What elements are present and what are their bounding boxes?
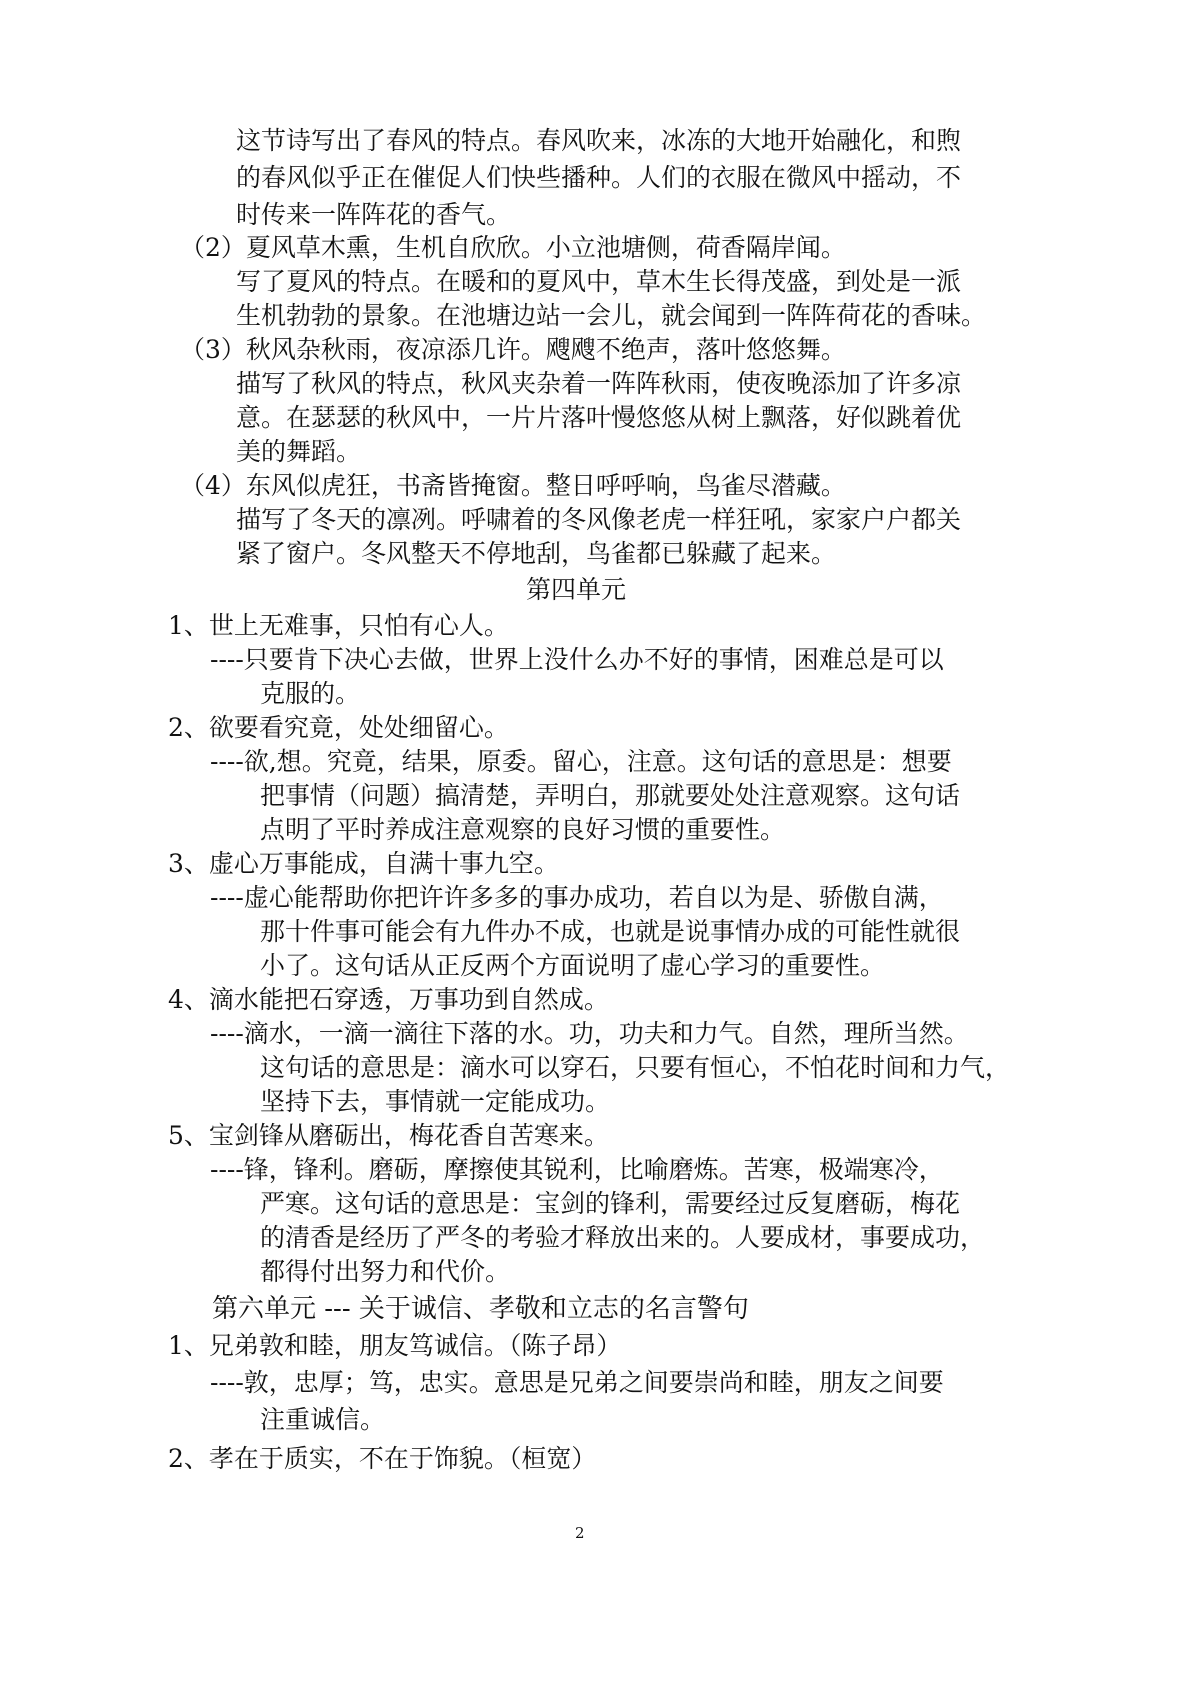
explanation-line: 点明了平时养成注意观察的良好习惯的重要性。 [260,815,786,844]
page-number: 2 [575,1524,585,1542]
text-line: 美的舞蹈。 [236,437,362,466]
poem-line-winter: （4）东风似虎狂，书斋皆掩窗。整日呼呼响，鸟雀尽潜藏。 [180,471,846,500]
text-line: 这节诗写出了春风的特点。春风吹来，冰冻的大地开始融化，和煦 [236,126,962,155]
quote-2: 2、孝在于质实，不在于饰貌。（桓宽） [168,1444,597,1473]
text-line: 描写了秋风的特点，秋风夹杂着一阵阵秋雨，使夜晚添加了许多凉 [236,369,962,398]
explanation-line: 都得付出努力和代价。 [260,1257,511,1286]
explanation-line: ----虚心能帮助你把许许多多的事办成功，若自以为是、骄傲自满， [210,883,944,912]
proverb-2: 2、欲要看究竟，处处细留心。 [168,713,509,742]
explanation-line: 注重诚信。 [260,1405,386,1434]
explanation-line: 小了。这句话从正反两个方面说明了虚心学习的重要性。 [260,951,886,980]
explanation-line: 把事情（问题）搞清楚，弄明白，那就要处处注意观察。这句话 [260,781,961,810]
poem-line-autumn: （3）秋风杂秋雨，夜凉添几许。飕飕不绝声，落叶悠悠舞。 [180,335,846,364]
explanation-line: 的清香是经历了严冬的考验才释放出来的。人要成材，事要成功， [260,1223,986,1252]
explanation-line: 这句话的意思是：滴水可以穿石，只要有恒心，不怕花时间和力气， [260,1053,1011,1082]
text-line: 的春风似乎正在催促人们快些播种。人们的衣服在微风中摇动，不 [236,163,962,192]
text-line: 描写了冬天的凛冽。呼啸着的冬风像老虎一样狂吼，家家户户都关 [236,505,962,534]
proverb-3: 3、虚心万事能成，自满十事九空。 [168,849,559,878]
explanation-line: ----敦，忠厚；笃，忠实。意思是兄弟之间要崇尚和睦，朋友之间要 [210,1368,944,1397]
text-line: 意。在瑟瑟的秋风中，一片片落叶慢悠悠从树上飘落，好似跳着优 [236,403,962,432]
proverb-4: 4、滴水能把石穿透，万事功到自然成。 [168,985,609,1014]
explanation-line: 克服的。 [260,679,361,708]
explanation-line: 那十件事可能会有九件办不成，也就是说事情办成的可能性就很 [260,917,961,946]
proverb-1: 1、世上无难事，只怕有心人。 [168,611,509,640]
section-heading-unit-4: 第四单元 [526,575,627,604]
poem-line-summer: （2）夏风草木熏，生机自欣欣。小立池塘侧，荷香隔岸闻。 [180,233,846,262]
quote-1: 1、兄弟敦和睦，朋友笃诚信。（陈子昂） [168,1331,622,1360]
text-line: 时传来一阵阵花的香气。 [236,200,512,229]
text-line: 写了夏风的特点。在暖和的夏风中，草木生长得茂盛，到处是一派 [236,267,962,296]
explanation-line: 严寒。这句话的意思是：宝剑的锋利，需要经过反复磨砺，梅花 [260,1189,961,1218]
explanation-line: 坚持下去，事情就一定能成功。 [260,1087,611,1116]
explanation-line: ----欲,想。究竟，结果，原委。留心，注意。这句话的意思是：想要 [210,747,952,776]
section-heading-unit-6: 第六单元 --- 关于诚信、孝敬和立志的名言警句 [212,1294,749,1324]
proverb-5: 5、宝剑锋从磨砺出，梅花香自苦寒来。 [168,1121,609,1150]
text-line: 生机勃勃的景象。在池塘边站一会儿，就会闻到一阵阵荷花的香味。 [236,301,987,330]
text-line: 紧了窗户。冬风整天不停地刮，鸟雀都已躲藏了起来。 [236,539,837,568]
explanation-line: ----锋，锋利。磨砺，摩擦使其锐利，比喻磨炼。苦寒，极端寒冷， [210,1155,944,1184]
explanation-line: ----滴水，一滴一滴往下落的水。功，功夫和力气。自然，理所当然。 [210,1019,969,1048]
explanation-line: ----只要肯下决心去做，世界上没什么办不好的事情，困难总是可以 [210,645,944,674]
